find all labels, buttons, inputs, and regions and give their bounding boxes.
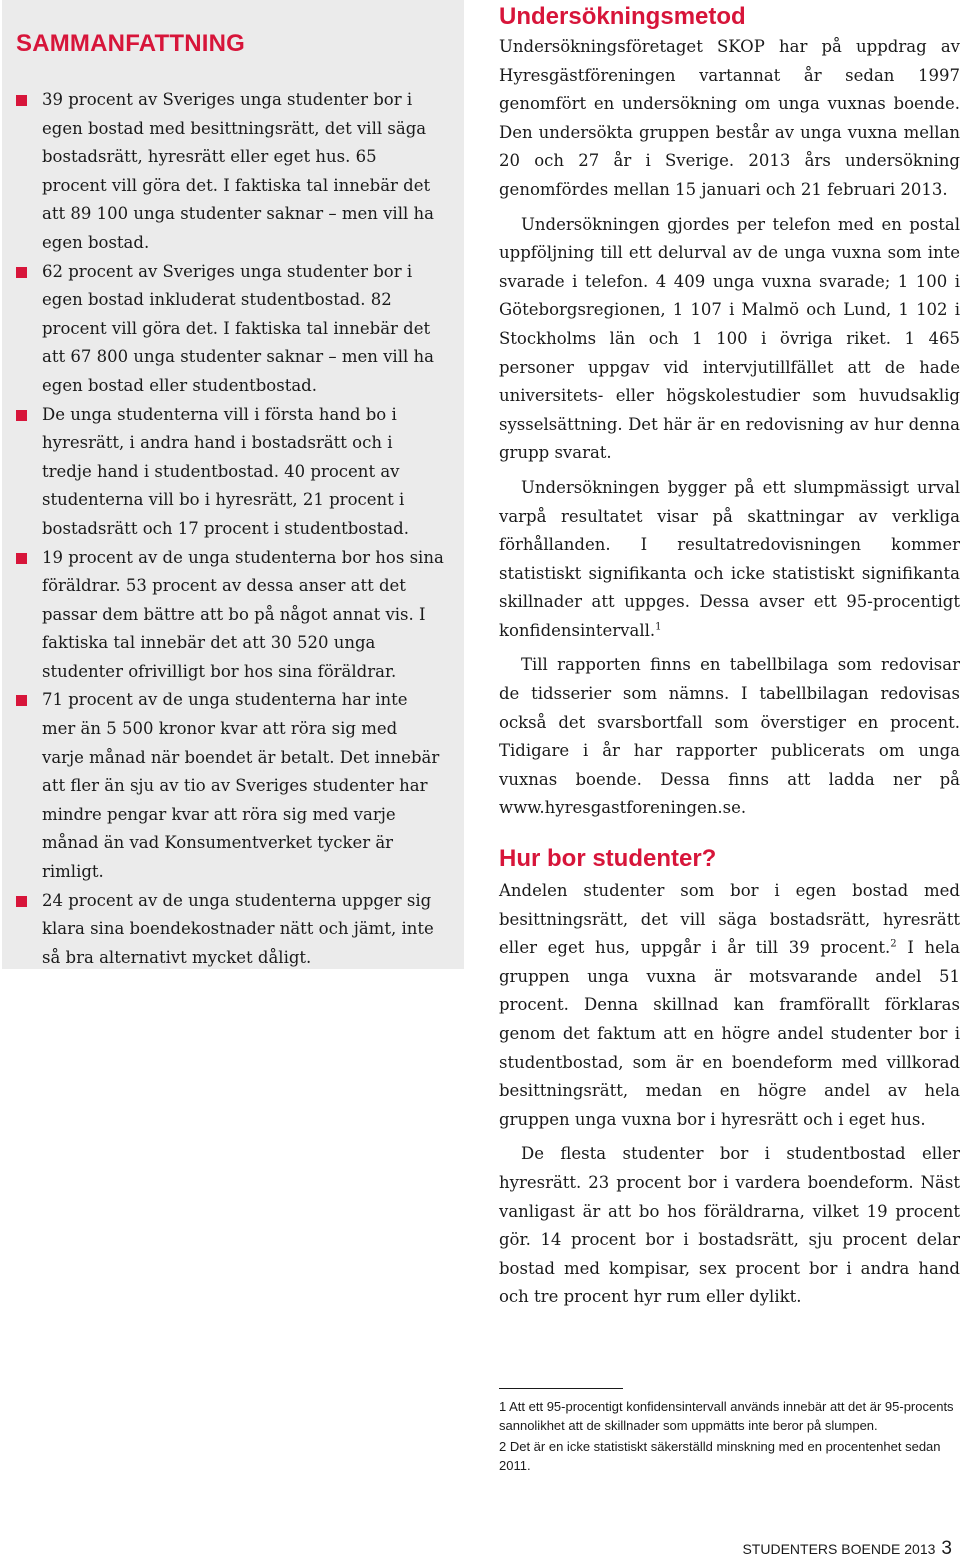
housing-paragraph-text: Andelen studenter som bor i egen bostad med besittningsrätt, det vill säga bostadsrätt, hyresrätt eller eget hus, uppgår i år till 39 procent.: [499, 881, 960, 958]
footnote-divider: [499, 1388, 623, 1389]
summary-item: [16, 401, 444, 544]
method-paragraph-text: Undersökningen bygger på ett slumpmässigt urval varpå resultatet visar på skattningar av verkliga förhållanden. I resultatredovisningen kommer statistiskt signifikanta och icke statistiskt signifikanta skillnader att uppges. Dessa avser ett 95-procentigt konfidensintervall.: [499, 477, 960, 640]
method-paragraph: Undersökningsföretaget SKOP har på uppdrag av Hyresgästföreningen vartannat år sedan 1997 genomfört en undersökning om unga vuxnas boende. Den undersökta gruppen består av unga vuxna mellan 20 och 27 år i Sverige. 2013 års undersökning genomfördes mellan 15 januari och 21 februari 2013.: [499, 37, 960, 199]
housing-paragraph-text: I hela gruppen unga vuxna är motsvarande andel 51 procent. Denna skillnad kan framförallt förklaras genom det faktum att en högre andel studenter bor i studentbostad, som är en boendeform med villkorad besittningsrätt, medan en högre andel av hela gruppen unga vuxna bor i hyresrätt och i eget hus.: [499, 938, 960, 1129]
footnote: 1 Att ett 95-procentigt konfidensintervall används innebär att det är 95-procents sannolikhet att de skillnader som uppmätts inte beror på slumpen.: [499, 1399, 954, 1433]
housing-paragraph: De flesta studenter bor i studentbostad eller hyresrätt. 23 procent bor i vardera boendeform. Näst vanligast är att bo hos föräldrarna, vilket 19 procent gör. 14 procent bor i bostadsrätt, sju procent delar bostad med kompisar, sex procent bor i andra hand och tre procent hyr rum eller dylikt.: [499, 1144, 960, 1307]
page-number: 3: [941, 1538, 952, 1559]
square-bullet-icon: [16, 410, 27, 421]
summary-sidebar: [2, 0, 464, 969]
method-paragraph: [499, 474, 960, 646]
summary-item: [16, 544, 444, 687]
summary-item: [16, 887, 444, 973]
method-paragraph: Undersökningen gjordes per telefon med en postal uppföljning till ett delurval av de unga vuxna som inte svarade i telefon. 4 409 unga vuxna svarade; 1 100 i Göteborgsregionen, 1 107 i Malmö och Lund, 1 102 i Stockholms län och 1 100 i övriga riket. 1 465 personer uppgav vid intervjutillfället att de hade universitets- eller högskolestudier som huvudsaklig sysselsättning. Det här är en redovisning av hur denna grupp svarat.: [499, 214, 960, 463]
summary-list: [16, 86, 444, 972]
footnote: 2 Det är en icke statistiskt säkerställd minskning med en procentenhet sedan 2011.: [499, 1439, 941, 1473]
summary-item-text: 71 procent av de unga studenterna har inte mer än 5 500 kronor kvar att röra sig med varje månad när boendet är betalt. Det innebär att fler än sju av tio av Sveriges studenter har mindre pengar kvar att röra sig med varje månad än vad Konsumentverket tycker är rimligt.: [42, 690, 440, 882]
housing-paragraph: [499, 877, 960, 1134]
square-bullet-icon: [16, 95, 27, 106]
summary-item: [16, 686, 444, 886]
page-footer: [742, 1538, 952, 1560]
summary-item-text: 39 procent av Sveriges unga studenter bor i egen bostad med besittningsrätt, det vill säga bostadsrätt, hyresrätt eller eget hus. 65 procent vill göra det. I faktiska tal innebär det att 89 100 unga studenter saknar – men vill ha egen bostad.: [42, 90, 434, 252]
summary-item-text: 62 procent av Sveriges unga studenter bor i egen bostad inkluderat studentbostad. 82 procent vill göra det. I faktiska tal innebär det att 67 800 unga studenter saknar – men vill ha egen bostad eller studentbostad.: [42, 261, 434, 395]
square-bullet-icon: [16, 553, 27, 564]
square-bullet-icon: [16, 695, 27, 706]
footer-label: STUDENTERS BOENDE 2013: [742, 1541, 936, 1557]
footnotes: [499, 1388, 955, 1477]
summary-item-text: 19 procent av de unga studenterna bor hos sina föräldrar. 53 procent av dessa anser att det passar dem bättre att bo på något annat vis. I faktiska tal innebär det att 30 520 unga studenter ofrivilligt bor hos sina föräldrar.: [42, 547, 444, 681]
square-bullet-icon: [16, 267, 27, 278]
housing-heading: Hur bor studenter?: [499, 845, 717, 873]
square-bullet-icon: [16, 896, 27, 907]
summary-item: [16, 258, 444, 401]
summary-title: SAMMANFATTNING: [16, 30, 245, 57]
main-column: [499, 0, 960, 1312]
summary-item: [16, 86, 444, 258]
summary-item-text: 24 procent av de unga studenterna uppger sig klara sina boendekostnader nätt och jämt, inte så bra alternativt mycket dåligt.: [42, 890, 434, 967]
method-paragraph: Till rapporten finns en tabellbilaga som redovisar de tidsserier som nämns. I tabellbilagan redovisas också det svarsbortfall som överstiger en procent. Tidigare i år har rapporter publicerats om unga vuxnas boende. Dessa finns att ladda ner på www.hyresgastforeningen.se.: [499, 655, 960, 818]
summary-item-text: De unga studenterna vill i första hand bo i hyresrätt, i andra hand i bostadsrätt och i tredje hand i studentbostad. 40 procent av studenterna vill bo i hyresrätt, 21 procent i bostadsrätt och 17 procent i studentbostad.: [42, 404, 409, 538]
footnote-ref: 2: [890, 938, 897, 950]
footnote-ref: 1: [655, 621, 662, 633]
method-heading: Undersökningsmetod: [499, 3, 746, 30]
